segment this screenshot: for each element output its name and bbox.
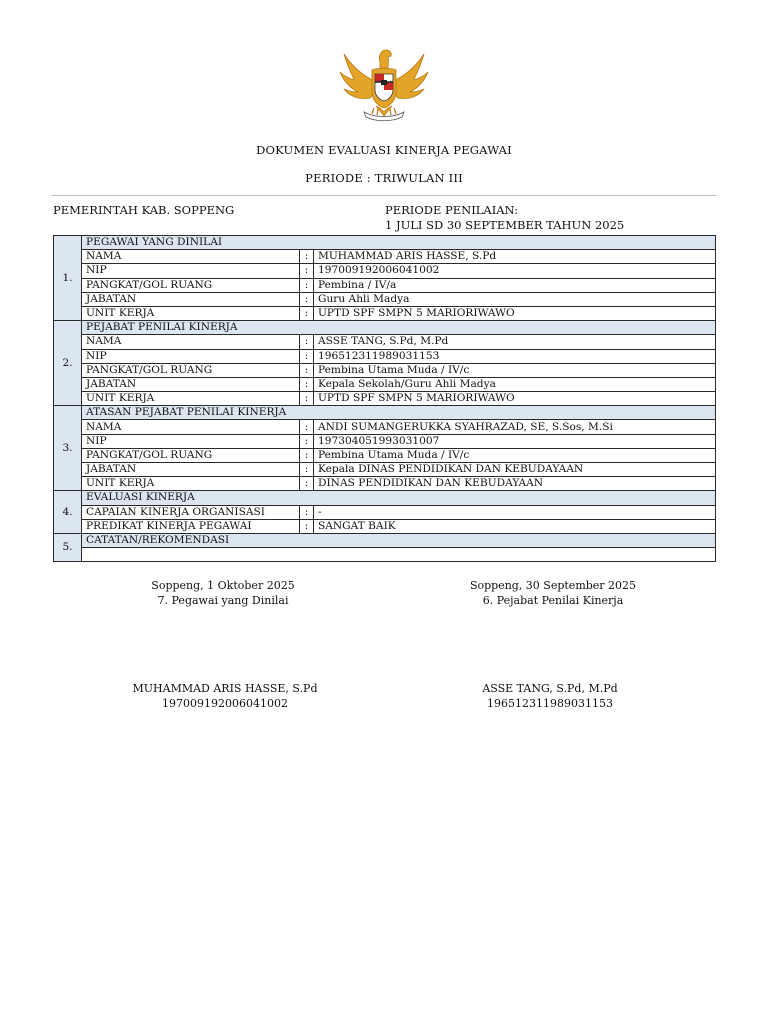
- field-label: NAMA: [82, 420, 300, 434]
- table-row: [54, 306, 716, 320]
- assessment-period-label: PERIODE PENILAIAN:: [385, 203, 519, 217]
- field-label: JABATAN: [82, 292, 300, 306]
- field-value: MUHAMMAD ARIS HASSE, S.Pd: [314, 250, 716, 264]
- section-number: 3.: [54, 406, 82, 491]
- separator: :: [300, 420, 314, 434]
- field-label: NIP: [82, 264, 300, 278]
- table-row: [54, 477, 716, 491]
- assessment-period-value: 1 JULI SD 30 SEPTEMBER TAHUN 2025: [385, 218, 625, 232]
- table-row: [54, 448, 716, 462]
- table-row: [54, 519, 716, 533]
- table-row: [54, 434, 716, 448]
- separator: :: [300, 434, 314, 448]
- field-label: PANGKAT/GOL RUANG: [82, 448, 300, 462]
- field-value: ASSE TANG, S.Pd, M.Pd: [314, 335, 716, 349]
- table-row: [54, 505, 716, 519]
- field-label: PANGKAT/GOL RUANG: [82, 278, 300, 292]
- signer-role: 6. Pejabat Penilai Kinerja: [482, 593, 624, 607]
- signer-name: ASSE TANG, S.Pd, M.Pd: [482, 682, 618, 695]
- field-value: 197304051993031007: [314, 434, 716, 448]
- field-label: NIP: [82, 349, 300, 363]
- field-label: CAPAIAN KINERJA ORGANISASI: [82, 505, 300, 519]
- field-label: UNIT KERJA: [82, 306, 300, 320]
- place-date: Soppeng, 1 Oktober 2025: [151, 579, 295, 592]
- separator: :: [300, 264, 314, 278]
- field-label: PREDIKAT KINERJA PEGAWAI: [82, 519, 300, 533]
- table-row: [54, 250, 716, 264]
- separator: :: [300, 363, 314, 377]
- separator: :: [300, 335, 314, 349]
- divider: [52, 195, 716, 196]
- field-value: 196512311989031153: [314, 349, 716, 363]
- field-value: UPTD SPF SMPN 5 MARIORIWAWO: [314, 306, 716, 320]
- section-number: 2.: [54, 321, 82, 406]
- field-value: Kepala Sekolah/Guru Ahli Madya: [314, 377, 716, 391]
- table-row: [54, 420, 716, 434]
- separator: :: [300, 377, 314, 391]
- field-value: UPTD SPF SMPN 5 MARIORIWAWO: [314, 392, 716, 406]
- section-number: 1.: [54, 236, 82, 321]
- section-row: [54, 321, 716, 335]
- field-value: SANGAT BAIK: [314, 519, 716, 533]
- field-value: Kepala DINAS PENDIDIKAN DAN KEBUDAYAAN: [314, 463, 716, 477]
- field-label: JABATAN: [82, 377, 300, 391]
- signature-left-header: [93, 579, 353, 608]
- separator: :: [300, 292, 314, 306]
- field-value: Guru Ahli Madya: [314, 292, 716, 306]
- field-value: Pembina Utama Muda / IV/c: [314, 448, 716, 462]
- signature-right-name-block: [420, 682, 680, 711]
- signature-left-name-block: [95, 682, 355, 711]
- table-row: [54, 392, 716, 406]
- section-heading: PEGAWAI YANG DINILAI: [82, 236, 716, 250]
- signer-role: 7. Pegawai yang Dinilai: [157, 593, 289, 607]
- document-title: DOKUMEN EVALUASI KINERJA PEGAWAI: [256, 143, 512, 157]
- section-heading: CATATAN/REKOMENDASI: [82, 533, 716, 547]
- separator: :: [300, 519, 314, 533]
- signature-right-header: [423, 579, 683, 608]
- table-row: [54, 349, 716, 363]
- section-heading: PEJABAT PENILAI KINERJA: [82, 321, 716, 335]
- separator: :: [300, 392, 314, 406]
- separator: :: [300, 306, 314, 320]
- separator: :: [300, 505, 314, 519]
- place-date: Soppeng, 30 September 2025: [469, 579, 637, 592]
- section-heading: ATASAN PEJABAT PENILAI KINERJA: [82, 406, 716, 420]
- table-row: [54, 335, 716, 349]
- section-row: [54, 533, 716, 547]
- field-value: Pembina Utama Muda / IV/c: [314, 363, 716, 377]
- table-row: [54, 292, 716, 306]
- table-row: [54, 463, 716, 477]
- document-period: PERIODE : TRIWULAN III: [305, 171, 463, 185]
- section-row: [54, 491, 716, 505]
- field-value: 197009192006041002: [314, 264, 716, 278]
- table-row: [54, 377, 716, 391]
- field-label: NAMA: [82, 335, 300, 349]
- section-number: 5.: [54, 533, 82, 561]
- field-value: DINAS PENDIDIKAN DAN KEBUDAYAAN: [314, 477, 716, 491]
- section-row: [54, 406, 716, 420]
- separator: :: [300, 349, 314, 363]
- separator: :: [300, 477, 314, 491]
- table-row: [54, 278, 716, 292]
- signer-nip: 196512311989031153: [487, 696, 613, 710]
- table-row: [54, 363, 716, 377]
- separator: :: [300, 278, 314, 292]
- signer-name: MUHAMMAD ARIS HASSE, S.Pd: [132, 682, 318, 695]
- field-value: -: [314, 505, 716, 519]
- section-heading: EVALUASI KINERJA: [82, 491, 716, 505]
- field-value: Pembina / IV/a: [314, 278, 716, 292]
- section-number: 4.: [54, 491, 82, 534]
- field-label: NAMA: [82, 250, 300, 264]
- separator: :: [300, 250, 314, 264]
- section-row: [54, 236, 716, 250]
- field-label: NIP: [82, 434, 300, 448]
- separator: :: [300, 448, 314, 462]
- table-row: [54, 548, 716, 562]
- separator: :: [300, 463, 314, 477]
- field-value: ANDI SUMANGERUKKA SYAHRAZAD, SE, S.Sos, M.Si: [314, 420, 716, 434]
- institution-name: PEMERINTAH KAB. SOPPENG: [53, 203, 235, 217]
- field-label: PANGKAT/GOL RUANG: [82, 363, 300, 377]
- garuda-emblem-icon: [334, 42, 434, 124]
- field-label: UNIT KERJA: [82, 392, 300, 406]
- recommendation-note: [82, 548, 716, 562]
- field-label: UNIT KERJA: [82, 477, 300, 491]
- field-label: JABATAN: [82, 463, 300, 477]
- evaluation-table: [53, 235, 716, 562]
- signer-nip: 197009192006041002: [162, 696, 288, 710]
- table-row: [54, 264, 716, 278]
